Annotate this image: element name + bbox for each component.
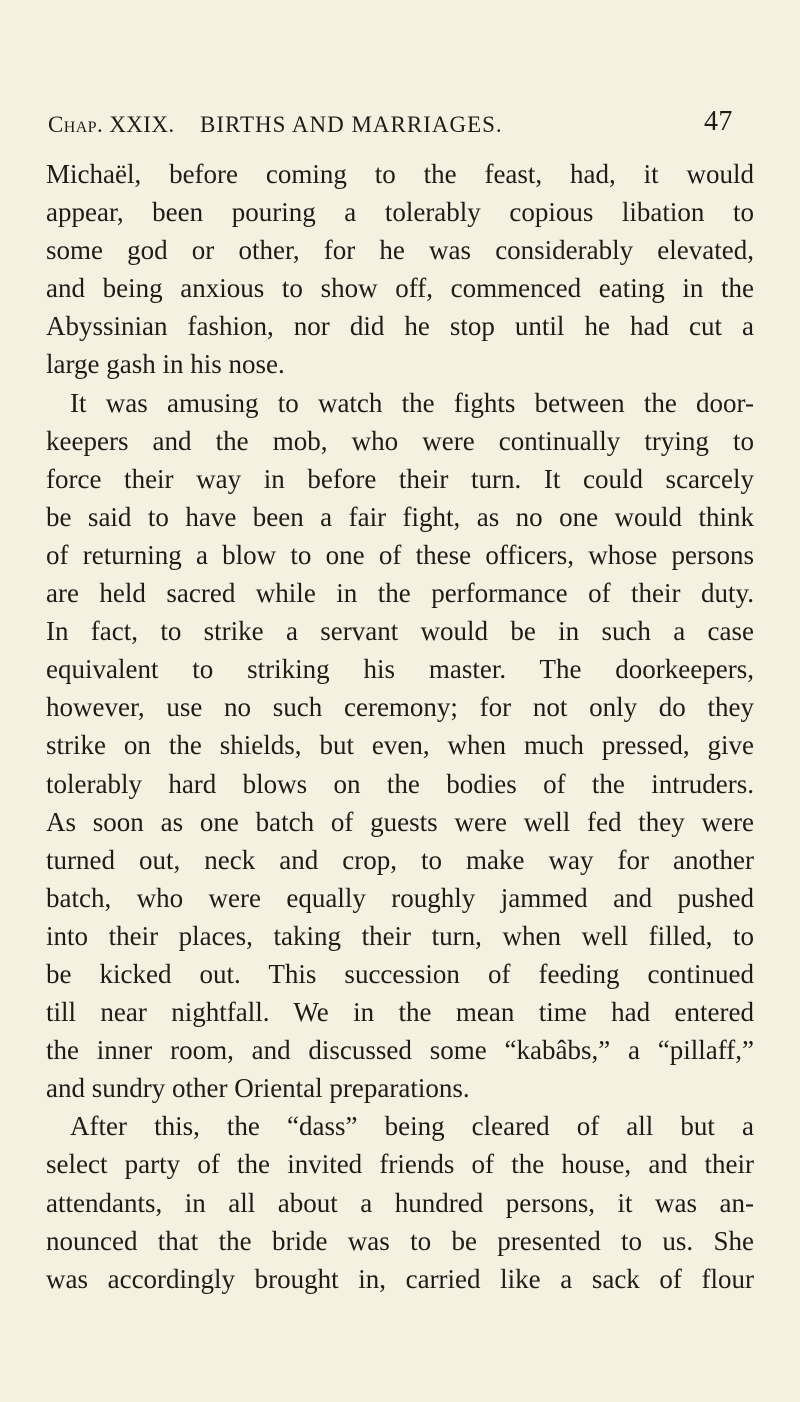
chapter-label: Chap. XXIX. (48, 112, 175, 137)
text-line: nounced that the bride was to be presented to us. She (46, 1225, 754, 1256)
text-line: however, use no such ceremony; for not only do they (46, 692, 754, 723)
text-line: the inner room, and discussed some “kabâbs,” a “pillaff,” (46, 1035, 754, 1066)
chapter-title: BIRTHS AND MARRIAGES. (200, 112, 503, 137)
text-line: into their places, taking their turn, when well filled, to (46, 920, 754, 951)
text-line: As soon as one batch of guests were well fed they were (46, 806, 754, 837)
page-number: 47 (704, 106, 733, 137)
body-text (46, 155, 754, 1298)
paragraph-start-line: It was amusing to watch the fights between the door- (70, 387, 754, 418)
text-line: batch, who were equally roughly jammed and pushed (46, 882, 754, 913)
text-line: strike on the shields, but even, when much pressed, give (46, 730, 754, 761)
text-line: equivalent to striking his master. The doorkeepers, (46, 654, 754, 685)
text-line: some god or other, for he was considerably elevated, (46, 235, 754, 266)
text-line: and being anxious to show off, commenced eating in the (46, 273, 754, 304)
text-line: be kicked out. This succession of feeding continued (46, 958, 754, 989)
text-line: was accordingly brought in, carried like a sack of flour (46, 1263, 754, 1294)
running-head (48, 106, 748, 144)
paragraph-end-line: large gash in his nose. (46, 349, 285, 380)
text-line: Abyssinian fashion, nor did he stop until he had cut a (46, 311, 754, 342)
text-line: appear, been pouring a tolerably copious libation to (46, 197, 754, 228)
text-line: tolerably hard blows on the bodies of the intruders. (46, 768, 754, 799)
text-line: are held sacred while in the performance of their duty. (46, 578, 754, 609)
paragraph-start-line: After this, the “dass” being cleared of all but a (70, 1111, 754, 1142)
text-line: force their way in before their turn. It could scarcely (46, 463, 754, 494)
text-line: keepers and the mob, who were continually trying to (46, 425, 754, 456)
text-line: be said to have been a fair fight, as no one would think (46, 501, 754, 532)
text-line: select party of the invited friends of the house, and their (46, 1149, 754, 1180)
text-line: Michaël, before coming to the feast, had, it would (46, 159, 754, 189)
text-line: till near nightfall. We in the mean time had entered (46, 997, 754, 1028)
text-line: attendants, in all about a hundred persons, it was an- (46, 1187, 754, 1218)
text-line: In fact, to strike a servant would be in such a case (46, 616, 754, 647)
text-line: turned out, neck and crop, to make way for another (46, 844, 754, 875)
paragraph-end-line: and sundry other Oriental preparations. (46, 1073, 470, 1104)
text-line: of returning a blow to one of these officers, whose persons (46, 539, 754, 570)
